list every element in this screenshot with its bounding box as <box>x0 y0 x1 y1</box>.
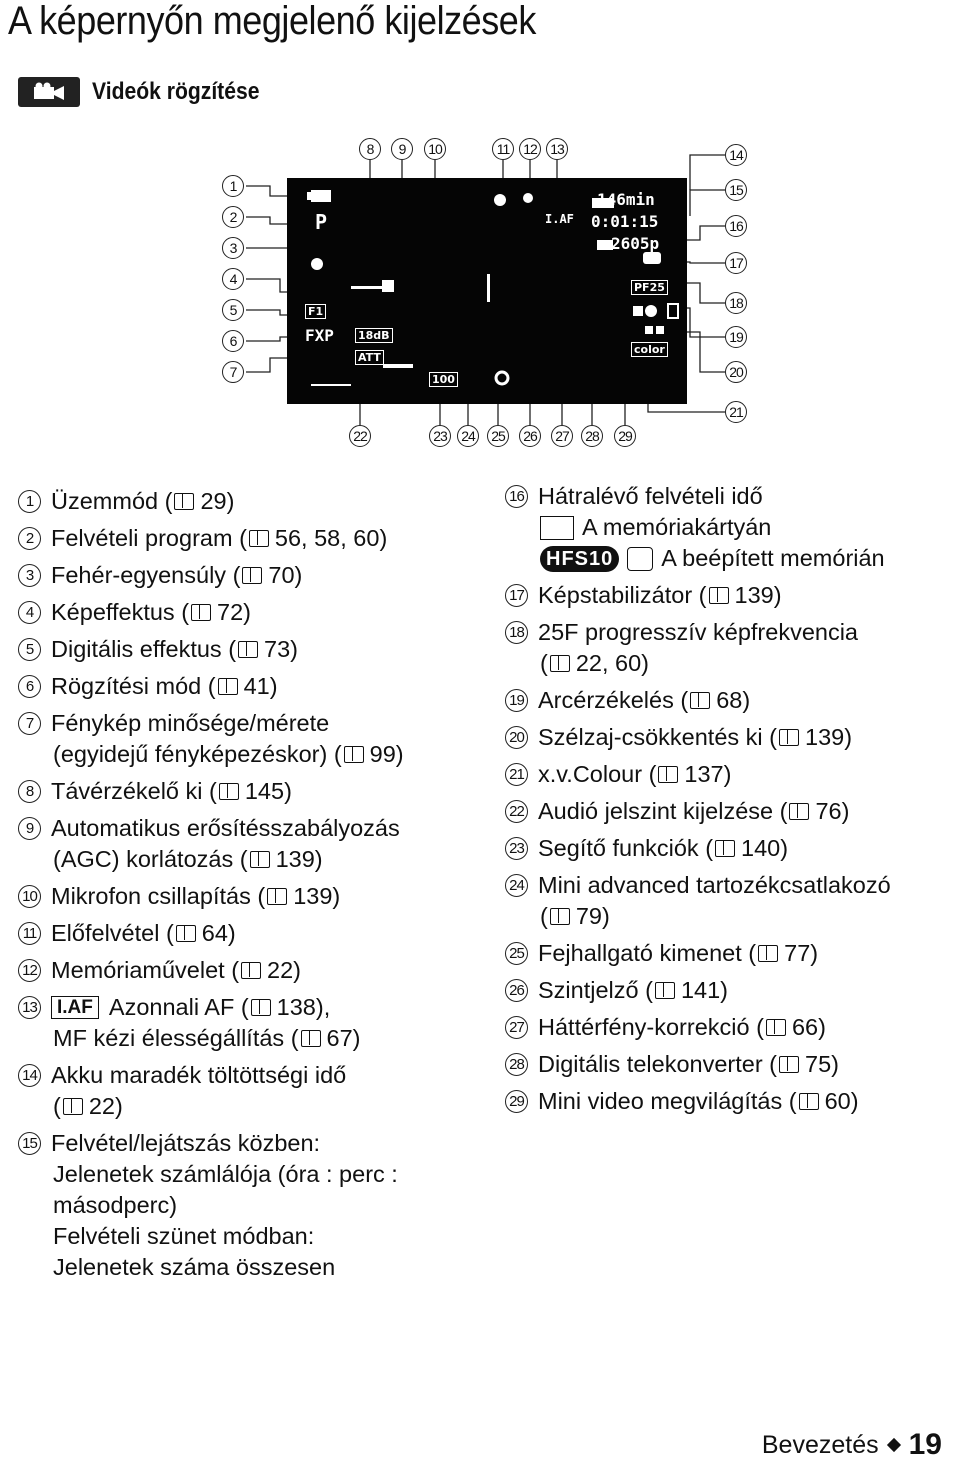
legend-left-column <box>18 486 468 1289</box>
callout-number: 10 <box>424 138 446 160</box>
book-icon <box>191 604 211 621</box>
legend-item: 22 Audió jelszint kijelzése ( 76) <box>505 796 950 827</box>
legend-item: 17 Képstabilizátor ( 139) <box>505 580 950 611</box>
callout-number: 22 <box>349 425 371 447</box>
callout-number: 16 <box>725 215 747 237</box>
instant-af-label: I.AF <box>545 212 574 226</box>
footer-section: Bevezetés <box>761 1430 879 1459</box>
book-icon <box>344 746 364 763</box>
book-icon <box>241 962 261 979</box>
legend-item: 20 Szélzaj-csökkentés ki ( 139) <box>505 722 950 753</box>
legend-item: 3 Fehér-egyensúly ( 70) <box>18 560 468 591</box>
callout-number: 21 <box>725 401 747 423</box>
digital-effect-label: F1 <box>305 304 326 319</box>
book-icon <box>766 1019 786 1036</box>
book-icon <box>758 945 778 962</box>
callout-number: 6 <box>222 330 244 352</box>
camcorder-screen <box>287 178 687 404</box>
xv-color-label: color <box>631 342 668 357</box>
callout-number: 17 <box>725 252 747 274</box>
callout-number: 26 <box>519 425 541 447</box>
callout-number: 2 <box>222 206 244 228</box>
callout-number: 29 <box>614 425 636 447</box>
callout-number: 24 <box>457 425 479 447</box>
book-icon <box>550 655 570 672</box>
instant-af-badge: I.AF <box>51 996 99 1019</box>
remaining-time-readout: 146min <box>597 190 655 209</box>
callout-number: 1 <box>222 175 244 197</box>
callout-number: 19 <box>725 326 747 348</box>
callout-number: 20 <box>725 361 747 383</box>
recording-mode-label: FXP <box>305 326 334 345</box>
pf25-label: PF25 <box>631 280 668 295</box>
book-icon <box>249 530 269 547</box>
callout-number: 27 <box>551 425 573 447</box>
legend-item: 10 Mikrofon csillapítás ( 139) <box>18 881 468 912</box>
legend-item: 25 Fejhallgató kimenet ( 77) <box>505 938 950 969</box>
legend-item: 6 Rögzítési mód ( 41) <box>18 671 468 702</box>
book-icon <box>176 925 196 942</box>
book-icon <box>63 1098 83 1115</box>
section-subheading: Videók rögzítése <box>92 78 260 105</box>
legend-item: 29 Mini video megvilágítás ( 60) <box>505 1086 950 1117</box>
program-mode-label: P <box>315 210 328 234</box>
legend-item: 11 Előfelvétel ( 64) <box>18 918 468 949</box>
legend-item: 13 I.AF Azonnali AF ( 138), MF kézi élességállítás ( 67) <box>18 992 468 1054</box>
callout-number: 25 <box>487 425 509 447</box>
callout-number: 3 <box>222 237 244 259</box>
callout-number: 23 <box>429 425 451 447</box>
photo-count-readout: 2605p <box>611 234 660 253</box>
legend-item: 28 Digitális telekonverter ( 75) <box>505 1049 950 1080</box>
legend-item: 7 Fénykép minősége/mérete (egyidejű fényképezéskor) ( 99) <box>18 708 468 770</box>
legend-item: 19 Arcérzékelés ( 68) <box>505 685 950 716</box>
model-badge: HFS10 <box>540 546 619 572</box>
legend-item: 24 Mini advanced tartozékcsatlakozó ( 79) <box>505 870 950 932</box>
book-icon <box>709 587 729 604</box>
legend-item: 26 Szintjelző ( 141) <box>505 975 950 1006</box>
callout-number: 14 <box>725 144 747 166</box>
book-icon <box>658 766 678 783</box>
page-title: A képernyőn megjelenő kijelzések <box>8 0 536 43</box>
built-in-memory-icon <box>627 547 653 571</box>
callout-number: 9 <box>391 138 413 160</box>
book-icon <box>550 908 570 925</box>
legend-item: 16 Hátralévő felvételi idő A memóriakártyán HFS10 A beépített memórián <box>505 481 950 574</box>
callout-number: 7 <box>222 361 244 383</box>
legend-item: 5 Digitális effektus ( 73) <box>18 634 468 665</box>
legend-item: 8 Távérzékelő ki ( 145) <box>18 776 468 807</box>
book-icon <box>301 1030 321 1047</box>
diamond-icon <box>887 1438 901 1452</box>
callout-number: 12 <box>519 138 541 160</box>
book-icon <box>242 567 262 584</box>
legend-item: 9 Automatikus erősítésszabályozás (AGC) korlátozás ( 139) <box>18 813 468 875</box>
callout-number: 15 <box>725 179 747 201</box>
callout-number: 28 <box>581 425 603 447</box>
legend-item: 2 Felvételi program ( 56, 58, 60) <box>18 523 468 554</box>
page-footer <box>762 1428 942 1462</box>
book-icon <box>250 851 270 868</box>
book-icon <box>251 999 271 1016</box>
callout-number: 13 <box>546 138 568 160</box>
mini-advanced-shoe-label: 100 <box>429 372 458 387</box>
book-icon <box>779 1056 799 1073</box>
legend-item: 15 Felvétel/lejátszás közben: Jelenetek számlálója (óra : perc : másodperc) Felvételi szünet módban: Jelenetek száma összesen <box>18 1128 468 1283</box>
mic-attenuator-label: ATT <box>355 350 384 365</box>
agc-limit-label: 18dB <box>355 328 393 343</box>
book-icon <box>779 729 799 746</box>
book-icon <box>715 840 735 857</box>
callout-number: 8 <box>359 138 381 160</box>
book-icon <box>238 641 258 658</box>
legend-item: 27 Háttérfény-korrekció ( 66) <box>505 1012 950 1043</box>
scene-counter-readout: 0:01:15 <box>591 212 659 231</box>
legend-item: 4 Képeffektus ( 72) <box>18 597 468 628</box>
callout-number: 18 <box>725 292 747 314</box>
callout-number: 4 <box>222 268 244 290</box>
book-icon <box>690 692 710 709</box>
page-number: 19 <box>908 1428 942 1461</box>
callout-number: 5 <box>222 299 244 321</box>
book-icon <box>174 493 194 510</box>
legend-item: 1 Üzemmód ( 29) <box>18 486 468 517</box>
legend-item: 14 Akku maradék töltöttségi idő ( 22) <box>18 1060 468 1122</box>
legend-right-column <box>505 481 950 1123</box>
legend-item: 12 Memóriaművelet ( 22) <box>18 955 468 986</box>
legend-item: 21 x.v.Colour ( 137) <box>505 759 950 790</box>
callout-number: 11 <box>492 138 514 160</box>
book-icon <box>219 783 239 800</box>
legend-item: 23 Segítő funkciók ( 140) <box>505 833 950 864</box>
book-icon <box>267 888 287 905</box>
book-icon <box>799 1093 819 1110</box>
book-icon <box>655 982 675 999</box>
book-icon <box>218 678 238 695</box>
sd-card-icon <box>540 516 574 540</box>
legend-item: 18 25F progresszív képfrekvencia ( 22, 60) <box>505 617 950 679</box>
book-icon <box>789 803 809 820</box>
